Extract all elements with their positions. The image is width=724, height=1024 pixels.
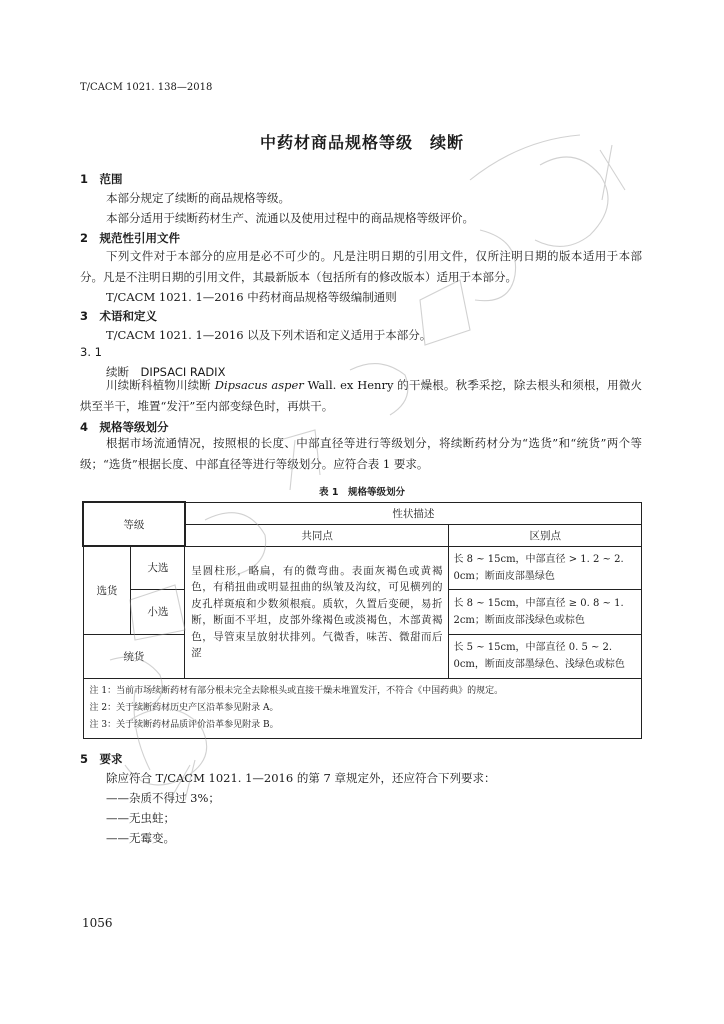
section-2-heading: 2 规范性引用文件 xyxy=(80,231,181,245)
document-title: 中药材商品规格等级 续断 xyxy=(259,133,464,152)
note-1: 注 1：当前市场续断药材有部分根未完全去除根头或直接干燥未堆置发汗，不符合《中国药典》的规定。 xyxy=(89,685,504,696)
section-2-reference: T/CACM 1021. 1—2016 中药材商品规格等级编制通则 xyxy=(106,290,397,304)
section-1-para-2: 本部分适用于续断药材生产、流通以及使用过程中的商品规格等级评价。 xyxy=(106,211,474,225)
row-select: 选货 xyxy=(83,546,131,634)
term-heading: 续断 DIPSACI RADIX xyxy=(106,365,226,379)
latin-name: Dipsacus asper xyxy=(214,378,304,392)
section-4-para-1: 根据市场流通情况，按照根的长度、中部直径等进行等级划分，将续断药材分为“选货”和“统货”两个等级；“选货”根据长度、中部直径等进行等级划分。应符合表 1 要求。 xyxy=(80,436,642,471)
section-3-para-1: T/CACM 1021. 1—2016 以及下列术语和定义适用于本部分。 xyxy=(106,328,432,342)
note-3: 注 3：关于续断药材品质评价沿革参见附录 B。 xyxy=(89,719,279,730)
note-2: 注 2：关于续断药材历史产区沿革参见附录 A。 xyxy=(89,702,279,713)
header-diff: 区别点 xyxy=(449,524,642,546)
table-notes xyxy=(83,678,642,738)
standard-number: T/CACM 1021. 138—2018 xyxy=(80,82,213,93)
section-1-para-1: 本部分规定了续断的商品规格等级。 xyxy=(106,191,290,205)
section-4-heading: 4 规格等级划分 xyxy=(80,420,169,434)
page-number: 1056 xyxy=(82,916,113,930)
row-unified: 统货 xyxy=(83,634,185,678)
requirement-item-1: ——杂质不得过 3%； xyxy=(106,791,220,805)
requirement-item-2: ——无虫蛀； xyxy=(106,811,175,825)
term-definition: 川续断科植物川续断 Dipsacus asper Wall. ex Henry 的干燥根。秋季采挖，除去根头和须根，用微火烘至半干，堆置“发汗”至内部变绿色时，再烘干。 xyxy=(80,378,642,413)
section-5-para-1: 除应符合 T/CACM 1021. 1—2016 的第 7 章规定外，还应符合下列要求： xyxy=(106,771,496,785)
diff-unified: 长 5 ~ 15cm，中部直径 0. 5 ~ 2. 0cm，断面皮部墨绿色、浅绿色或棕色 xyxy=(449,634,642,678)
requirement-item-3: ——无霉变。 xyxy=(106,831,175,845)
row-big-select: 大选 xyxy=(131,546,185,589)
common-description: 呈圆柱形，略扁，有的微弯曲。表面灰褐色或黄褐色，有稍扭曲或明显扭曲的纵皱及沟纹，可见横列的皮孔样斑痕和少数须根痕。质软，久置后变硬，易折断，断面不平坦，皮部外缘褐色或淡褐色，木部黄褐色，导管束呈放射状排列。气微香，味苦、微甜而后涩 xyxy=(185,546,449,678)
header-traits: 性状描述 xyxy=(185,502,642,524)
diff-big-select: 长 8 ~ 15cm，中部直径 > 1. 2 ~ 2. 0cm；断面皮部墨绿色 xyxy=(449,546,642,589)
section-5-heading: 5 要求 xyxy=(80,752,123,766)
header-common: 共同点 xyxy=(185,524,449,546)
section-1-heading: 1 范围 xyxy=(80,172,123,186)
section-2-para-1: 下列文件对于本部分的应用是必不可少的。凡是注明日期的引用文件，仅所注明日期的版本适用于本部分。凡是不注明日期的引用文件，其最新版本（包括所有的修改版本）适用于本部分。 xyxy=(80,249,642,284)
row-small-select: 小选 xyxy=(131,589,185,634)
section-3-1-number: 3. 1 xyxy=(80,345,102,359)
header-grade: 等级 xyxy=(83,502,185,546)
section-3-heading: 3 术语和定义 xyxy=(80,309,158,323)
table-caption: 表 1 规格等级划分 xyxy=(319,487,405,498)
diff-small-select: 长 8 ~ 15cm，中部直径 ≥ 0. 8 ~ 1. 2cm；断面皮部浅绿色或棕色 xyxy=(449,589,642,634)
grade-table xyxy=(82,501,642,739)
